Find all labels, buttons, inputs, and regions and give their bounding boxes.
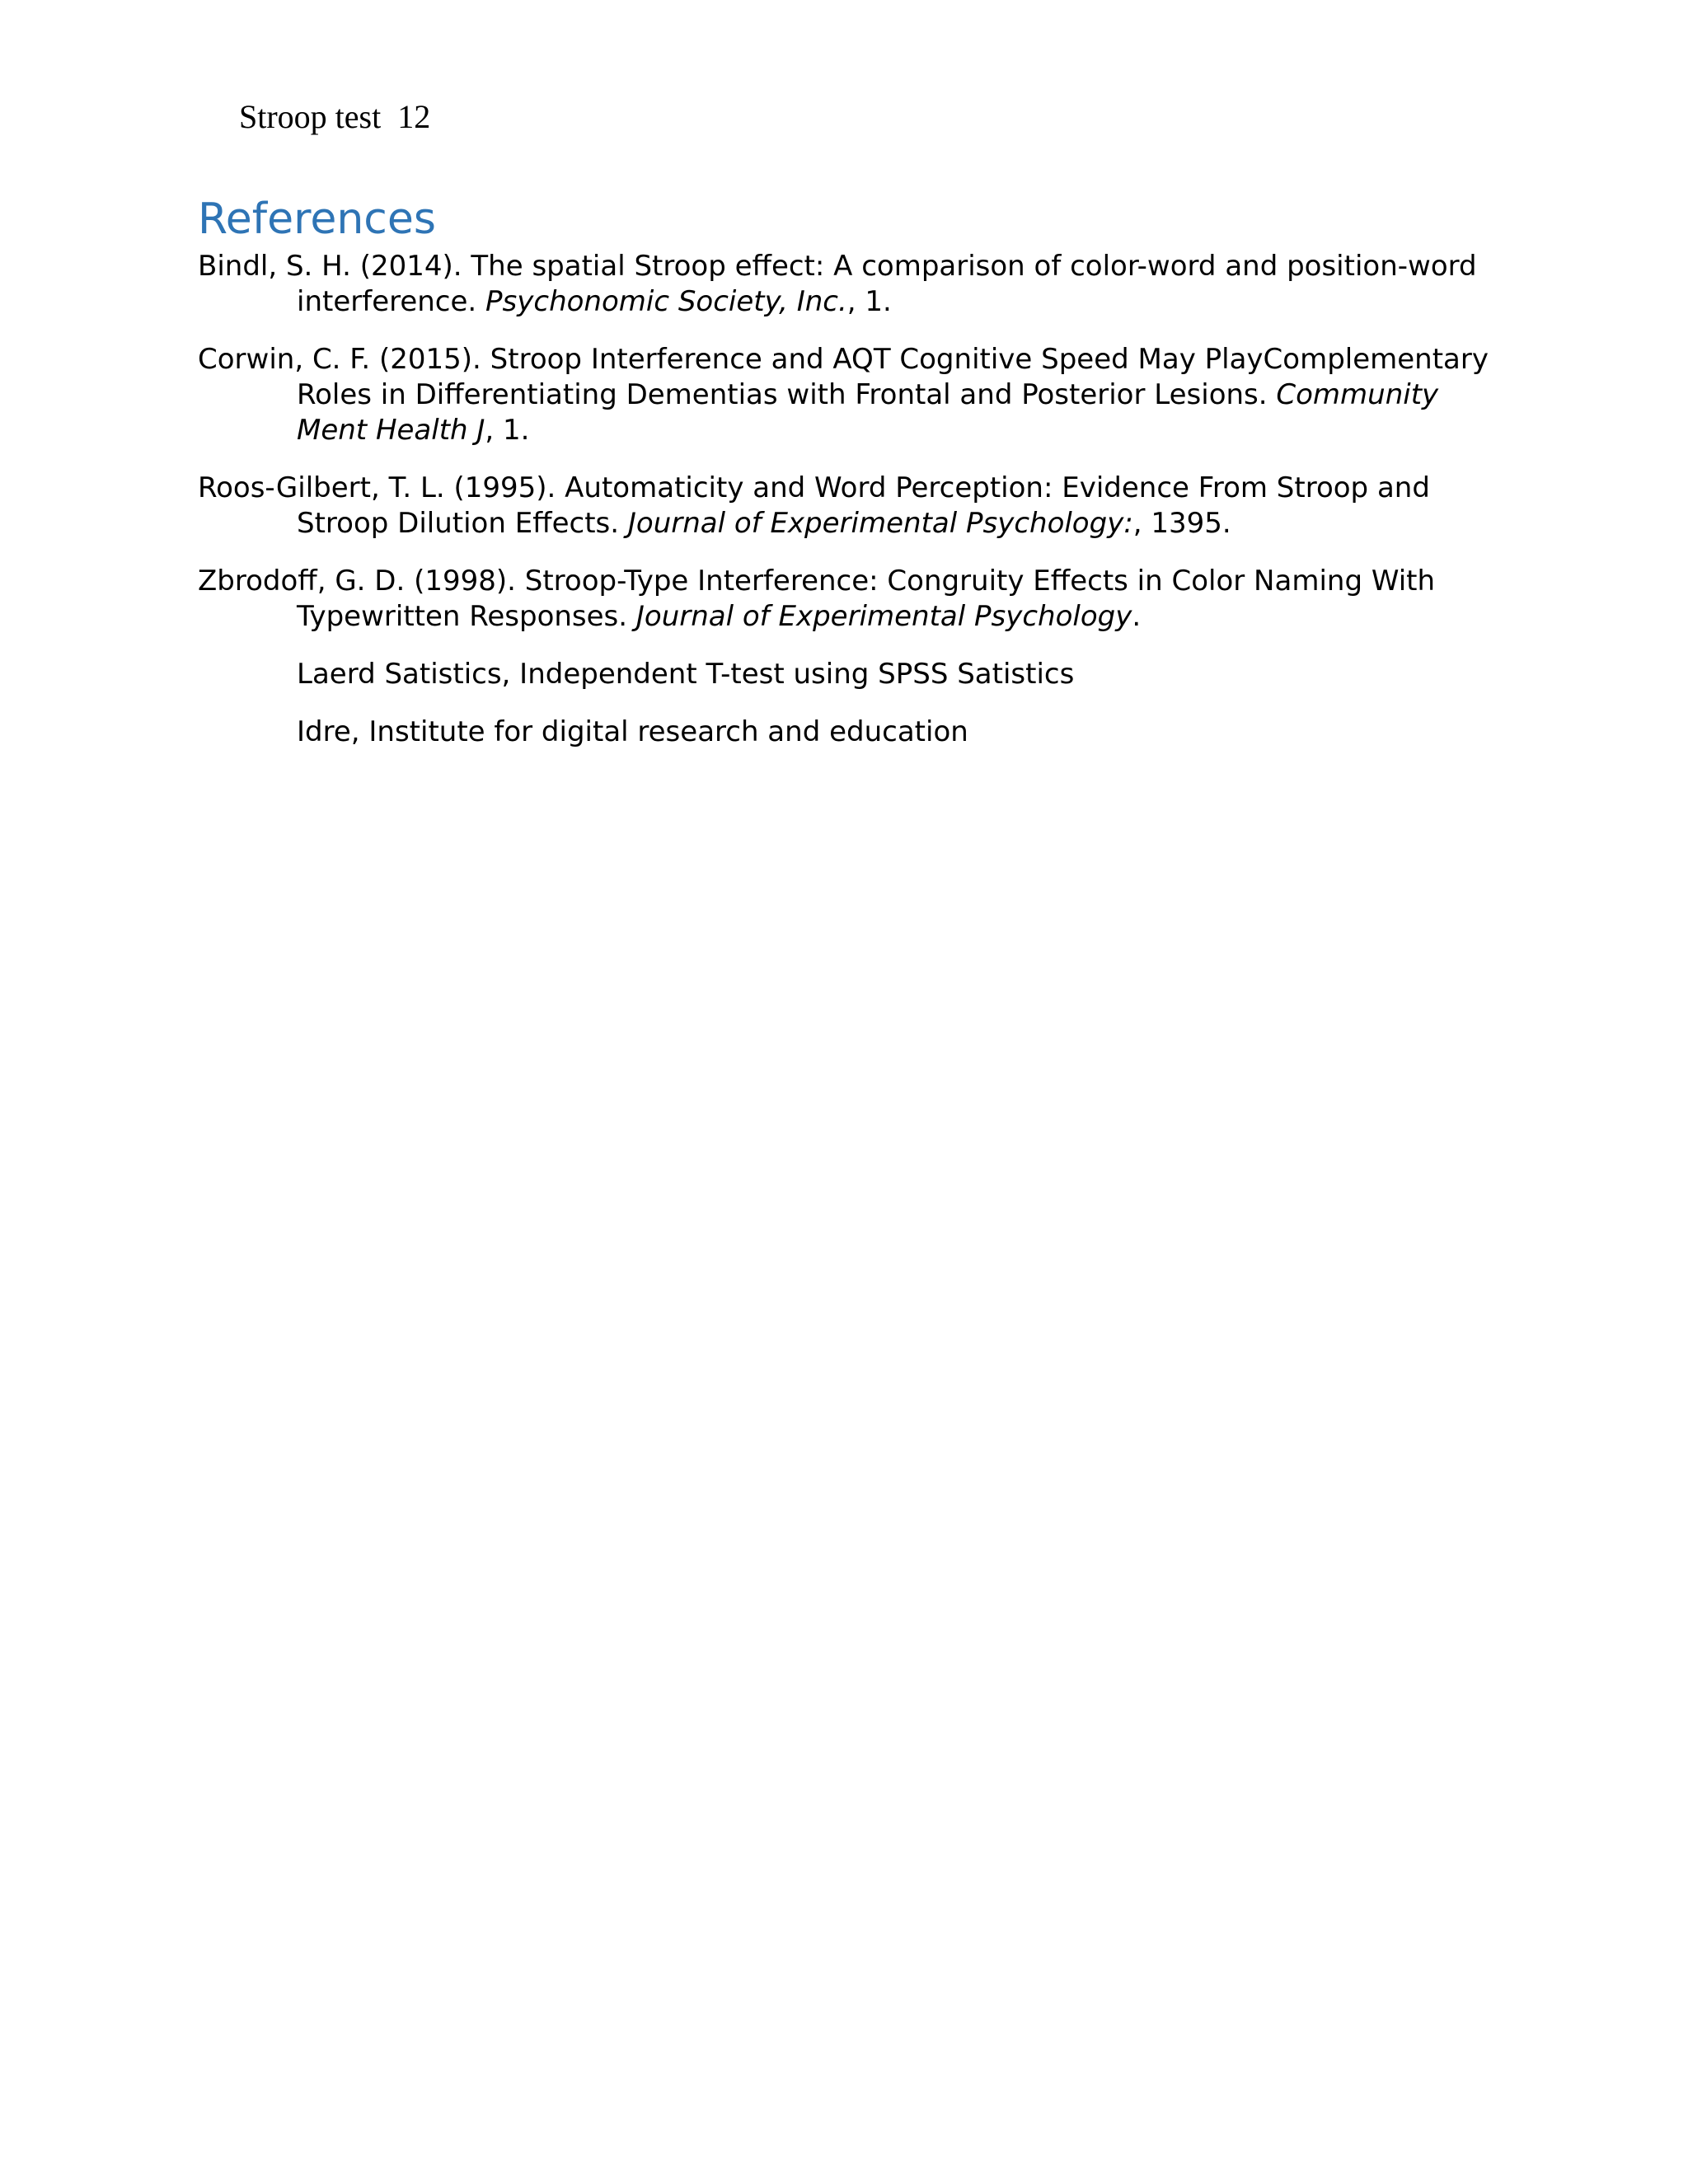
reference-entry <box>198 564 1500 635</box>
reference-entry-laerd: Laerd Satistics, Independent T-test using SPSS Satistics <box>297 658 1075 691</box>
reference-tail: , 1. <box>485 414 530 447</box>
running-head: Stroop test 12 <box>239 98 431 135</box>
reference-source: Psychonomic Society, Inc. <box>485 285 847 318</box>
reference-entry <box>198 471 1500 541</box>
reference-citation: Zbrodoff, G. D. (1998). Stroop-Type Interference: Congruity Effects in Color Naming With Typewritten Responses. <box>198 565 1436 633</box>
reference-entry-idre: Idre, Institute for digital research and education <box>297 715 968 748</box>
reference-source: Journal of Experimental Psychology: <box>627 507 1133 540</box>
reference-source: Community Ment Health J <box>297 378 1439 447</box>
reference-tail: , 1. <box>846 285 892 318</box>
reference-citation: Bindl, S. H. (2014). The spatial Stroop effect: A comparison of color-word and position-word interference. <box>198 250 1477 318</box>
reference-entry <box>198 342 1500 448</box>
reference-citation: Corwin, C. F. (2015). Stroop Interference and AQT Cognitive Speed May PlayComplementary Roles in Differentiating Dementias with Frontal and Posterior Lesions. <box>198 343 1489 411</box>
reference-entry <box>198 249 1500 320</box>
reference-citation: Roos-Gilbert, T. L. (1995). Automaticity and Word Perception: Evidence From Stroop and Stroop Dilution Effects. <box>198 471 1430 540</box>
references-heading: References <box>198 194 436 244</box>
reference-tail: , 1395. <box>1132 507 1231 540</box>
reference-tail: . <box>1132 600 1142 633</box>
reference-source: Journal of Experimental Psychology <box>635 600 1132 633</box>
reference-list <box>198 249 1500 772</box>
